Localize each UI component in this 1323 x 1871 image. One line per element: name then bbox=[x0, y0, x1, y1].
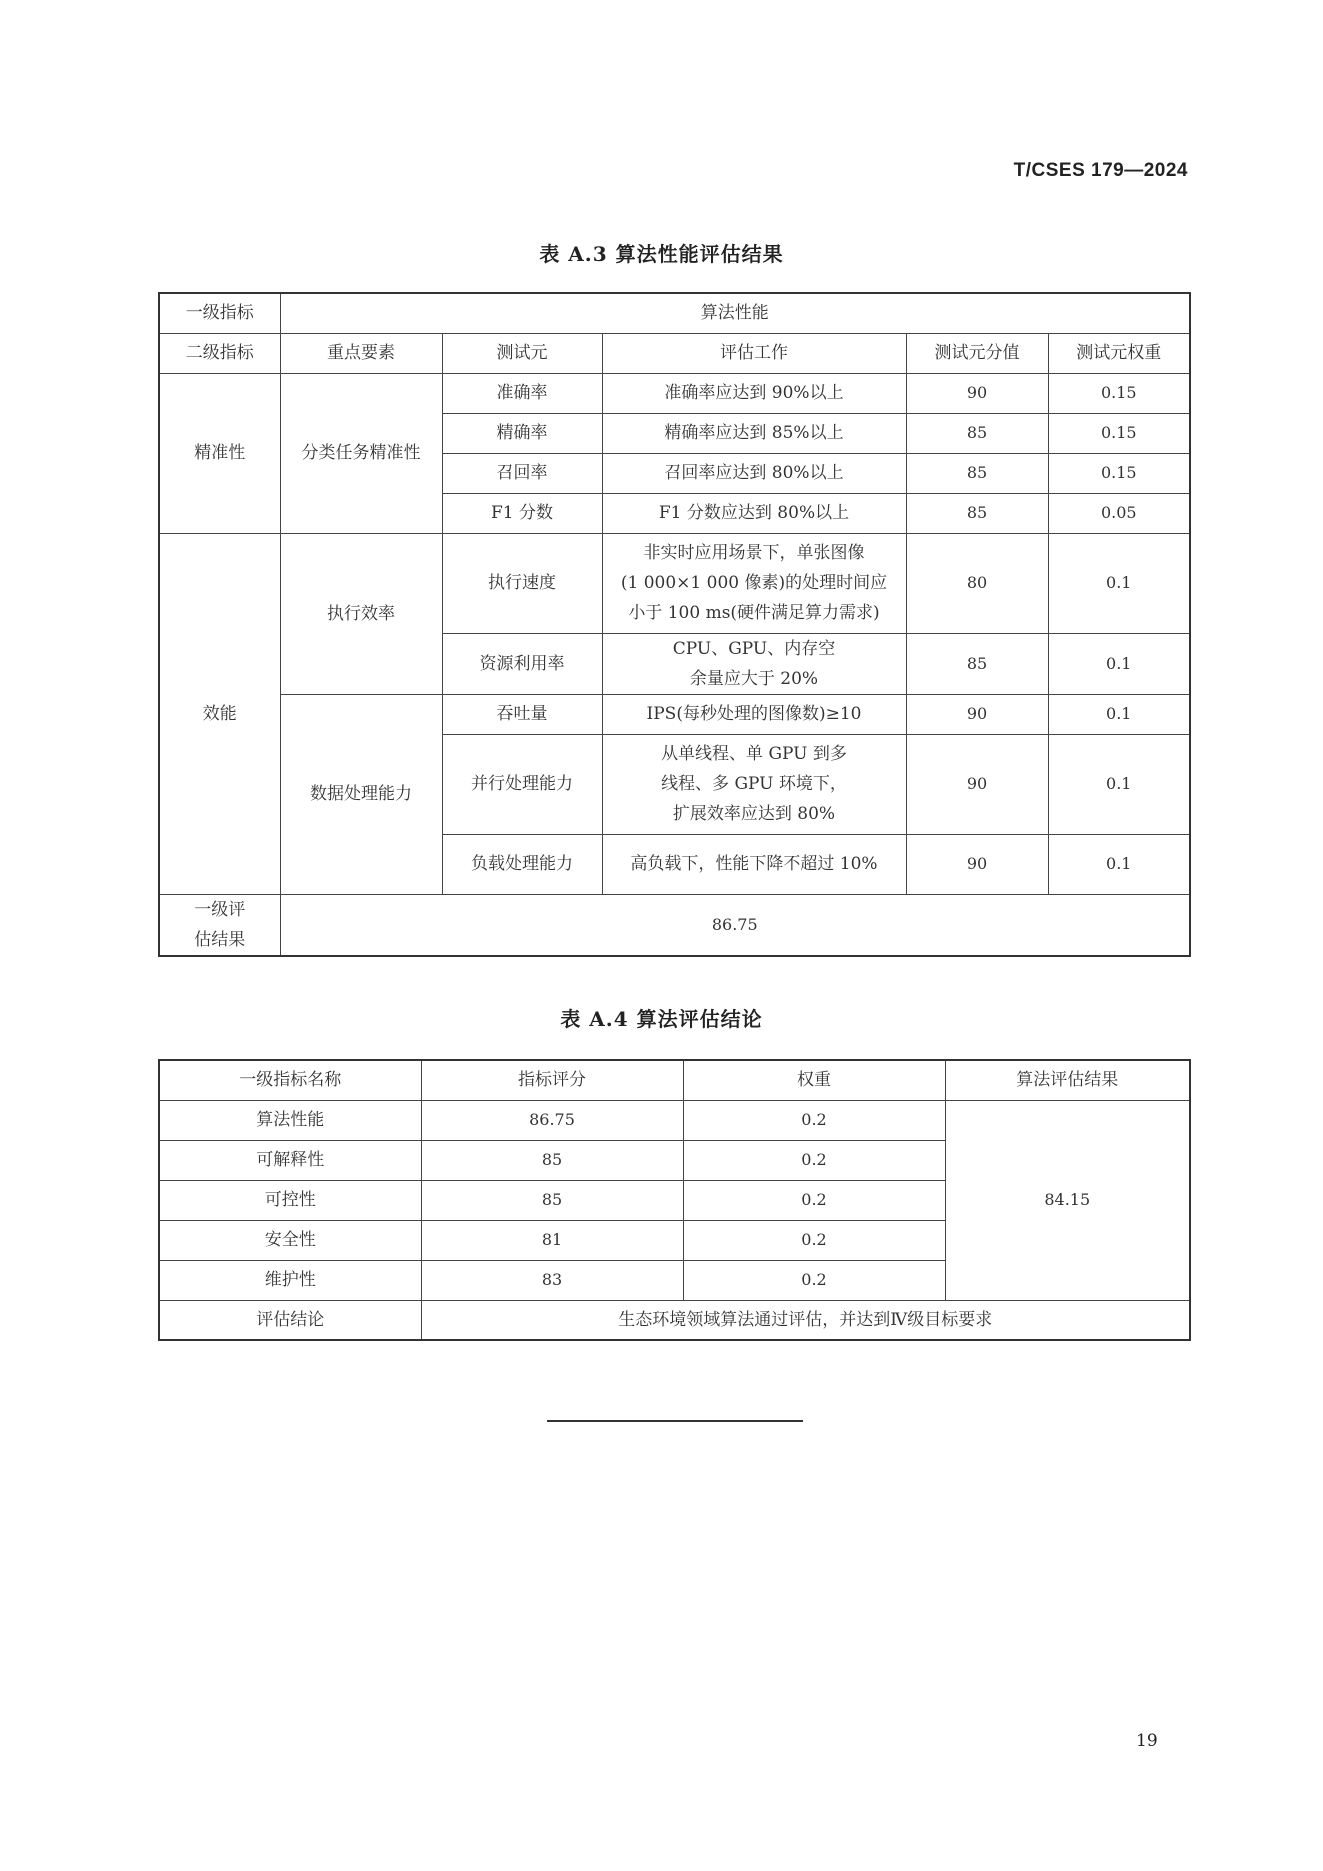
evaluation-work: F1 分数应达到 80%以上 bbox=[602, 493, 906, 533]
final-result: 84.15 bbox=[945, 1100, 1190, 1300]
test-score: 80 bbox=[906, 533, 1048, 633]
test-score: 90 bbox=[906, 834, 1048, 894]
evaluation-work: 精确率应达到 85%以上 bbox=[602, 413, 906, 453]
test-score: 85 bbox=[906, 493, 1048, 533]
work-line: 非实时应用场景下，单张图像 bbox=[643, 543, 865, 563]
work-line: IPS(每秒处理的图像数)≥10 bbox=[646, 704, 862, 724]
test-element: 准确率 bbox=[442, 373, 602, 413]
indicator-weight: 0.2 bbox=[683, 1100, 945, 1140]
result-label-line: 一级评 bbox=[194, 899, 246, 920]
indicator-score: 83 bbox=[421, 1260, 683, 1300]
table-row bbox=[159, 694, 1190, 734]
table-row bbox=[159, 373, 1190, 413]
work-line: 小于 100 ms(硬件满足算力需求) bbox=[628, 603, 880, 623]
indicator-score: 85 bbox=[421, 1180, 683, 1220]
indicator-name: 算法性能 bbox=[159, 1100, 421, 1140]
indicator-name: 维护性 bbox=[159, 1260, 421, 1300]
evaluation-work bbox=[602, 834, 906, 894]
key-element: 分类任务精准性 bbox=[280, 373, 442, 533]
level1-label: 一级指标 bbox=[159, 293, 280, 333]
test-score: 85 bbox=[906, 453, 1048, 493]
key-element: 数据处理能力 bbox=[280, 694, 442, 894]
test-score: 90 bbox=[906, 734, 1048, 834]
column-header: 指标评分 bbox=[421, 1060, 683, 1100]
work-line: 从单线程、单 GPU 到多 bbox=[661, 744, 847, 764]
end-rule bbox=[547, 1420, 803, 1422]
table-header-row bbox=[159, 1060, 1190, 1100]
table-a3 bbox=[158, 292, 1191, 957]
indicator-weight: 0.2 bbox=[683, 1140, 945, 1180]
table-row bbox=[159, 533, 1190, 633]
work-line: 高负载下，性能下降不超过 10% bbox=[630, 854, 878, 874]
column-header: 权重 bbox=[683, 1060, 945, 1100]
result-label-line: 估结果 bbox=[194, 929, 246, 950]
column-header: 算法评估结果 bbox=[945, 1060, 1190, 1100]
table-a4-caption: 表 A.4 算法评估结论 bbox=[560, 1007, 763, 1031]
test-score: 90 bbox=[906, 694, 1048, 734]
column-header: 测试元分值 bbox=[906, 333, 1048, 373]
result-value: 86.75 bbox=[280, 894, 1190, 956]
indicator-weight: 0.2 bbox=[683, 1180, 945, 1220]
evaluation-work: 准确率应达到 90%以上 bbox=[602, 373, 906, 413]
test-weight: 0.15 bbox=[1048, 413, 1190, 453]
conclusion-text: 生态环境领域算法通过评估，并达到Ⅳ级目标要求 bbox=[421, 1300, 1190, 1340]
work-line: 线程、多 GPU 环境下， bbox=[661, 774, 847, 794]
test-weight: 0.1 bbox=[1048, 694, 1190, 734]
level1-value: 算法性能 bbox=[280, 293, 1190, 333]
table-row bbox=[159, 1100, 1190, 1140]
table-row bbox=[159, 293, 1190, 333]
test-element: 执行速度 bbox=[442, 533, 602, 633]
column-header: 一级指标名称 bbox=[159, 1060, 421, 1100]
table-a4 bbox=[158, 1059, 1191, 1341]
test-weight: 0.05 bbox=[1048, 493, 1190, 533]
column-header: 测试元 bbox=[442, 333, 602, 373]
indicator-score: 86.75 bbox=[421, 1100, 683, 1140]
table-a3-caption: 表 A.3 算法性能评估结果 bbox=[539, 242, 784, 266]
test-element: F1 分数 bbox=[442, 493, 602, 533]
document-id: T/CSES 179—2024 bbox=[1013, 160, 1188, 181]
test-weight: 0.1 bbox=[1048, 533, 1190, 633]
test-element: 资源利用率 bbox=[442, 633, 602, 694]
indicator-score: 85 bbox=[421, 1140, 683, 1180]
evaluation-work bbox=[602, 734, 906, 834]
evaluation-work: 召回率应达到 80%以上 bbox=[602, 453, 906, 493]
evaluation-work bbox=[602, 633, 906, 694]
test-element: 精确率 bbox=[442, 413, 602, 453]
test-weight: 0.1 bbox=[1048, 834, 1190, 894]
test-weight: 0.1 bbox=[1048, 734, 1190, 834]
indicator-name: 可解释性 bbox=[159, 1140, 421, 1180]
test-score: 90 bbox=[906, 373, 1048, 413]
indicator-name: 可控性 bbox=[159, 1180, 421, 1220]
level2-indicator: 精准性 bbox=[159, 373, 280, 533]
table-row bbox=[159, 1300, 1190, 1340]
conclusion-label: 评估结论 bbox=[159, 1300, 421, 1340]
test-weight: 0.15 bbox=[1048, 453, 1190, 493]
column-header: 测试元权重 bbox=[1048, 333, 1190, 373]
evaluation-work bbox=[602, 694, 906, 734]
column-header: 评估工作 bbox=[602, 333, 906, 373]
indicator-name: 安全性 bbox=[159, 1220, 421, 1260]
test-element: 并行处理能力 bbox=[442, 734, 602, 834]
work-line: (1 000×1 000 像素)的处理时间应 bbox=[620, 573, 888, 593]
work-line: 余量应大于 20% bbox=[689, 668, 819, 689]
test-score: 85 bbox=[906, 633, 1048, 694]
test-element: 召回率 bbox=[442, 453, 602, 493]
column-header: 重点要素 bbox=[280, 333, 442, 373]
test-element: 吞吐量 bbox=[442, 694, 602, 734]
test-score: 85 bbox=[906, 413, 1048, 453]
test-element: 负载处理能力 bbox=[442, 834, 602, 894]
key-element: 执行效率 bbox=[280, 533, 442, 694]
page-number: 19 bbox=[1136, 1731, 1158, 1751]
test-weight: 0.15 bbox=[1048, 373, 1190, 413]
work-line: 扩展效率应达到 80% bbox=[672, 804, 836, 824]
indicator-weight: 0.2 bbox=[683, 1260, 945, 1300]
indicator-weight: 0.2 bbox=[683, 1220, 945, 1260]
evaluation-work bbox=[602, 533, 906, 633]
result-label bbox=[159, 894, 280, 956]
table-row bbox=[159, 894, 1190, 956]
level2-indicator: 效能 bbox=[159, 533, 280, 894]
work-line: CPU、GPU、内存空 bbox=[672, 638, 836, 659]
table-header-row bbox=[159, 333, 1190, 373]
column-header: 二级指标 bbox=[159, 333, 280, 373]
test-weight: 0.1 bbox=[1048, 633, 1190, 694]
indicator-score: 81 bbox=[421, 1220, 683, 1260]
